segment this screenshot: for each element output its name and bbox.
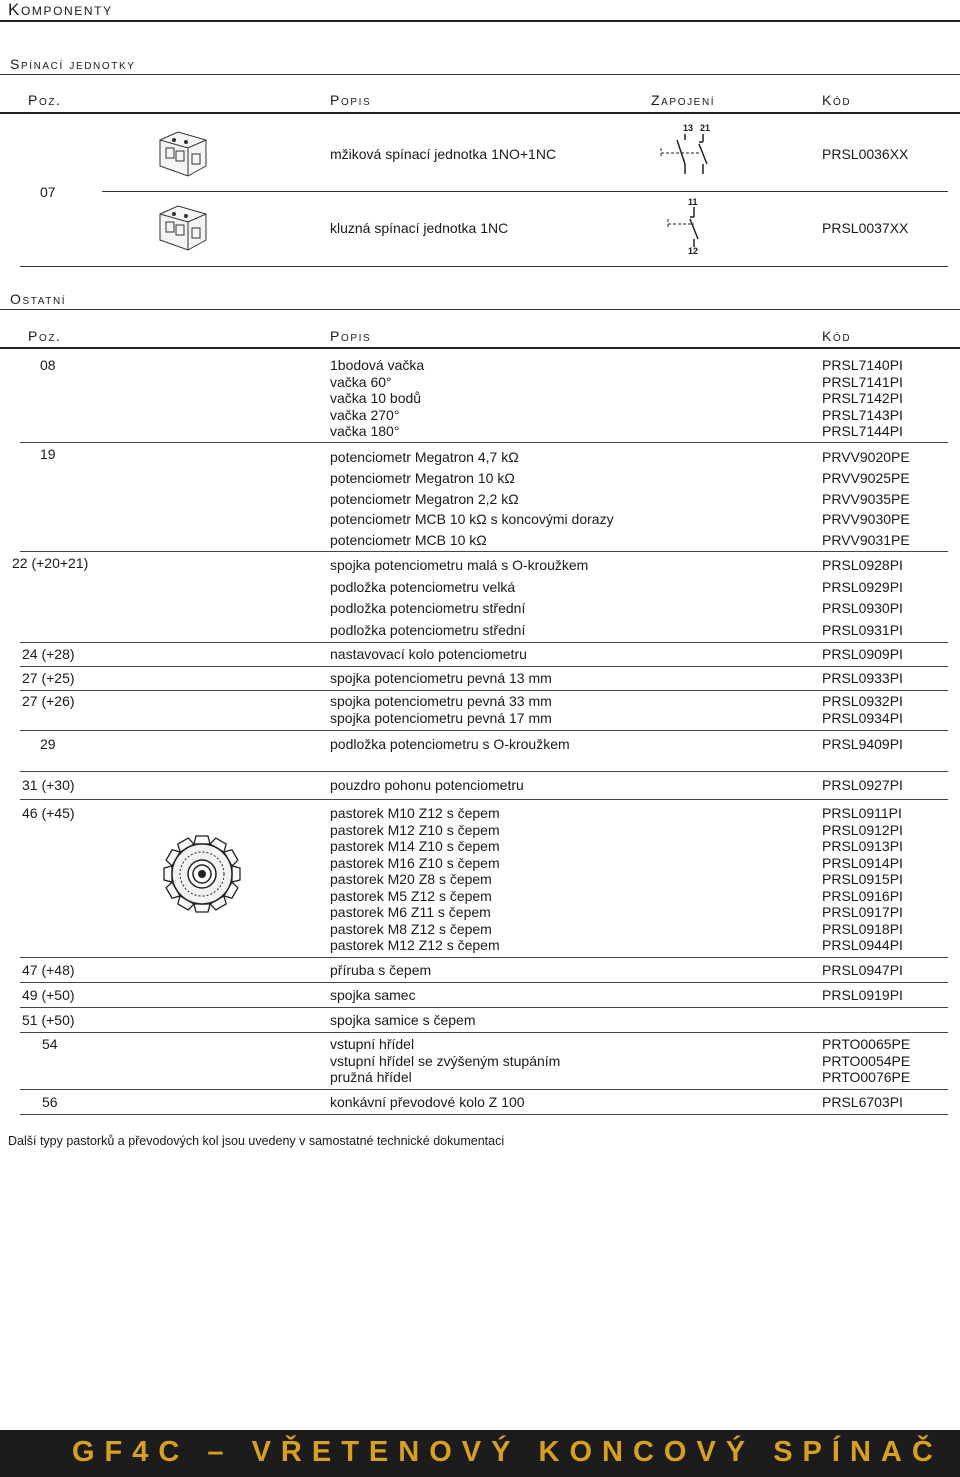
item-code: PRSL7142PI [822, 390, 903, 406]
wiring-label: 21 [700, 123, 711, 133]
item-description: pastorek M16 Z10 s čepem [330, 854, 500, 871]
item-code-list [822, 555, 903, 642]
item-code: PRSL0934PI [822, 709, 903, 726]
item-code: PRSL0928PI [822, 557, 903, 573]
item-code: PRSL9409PI [822, 736, 903, 752]
item-code: PRSL0914PI [822, 854, 903, 871]
item-code: PRSL0037XX [822, 220, 909, 236]
item-code: PRSL7143PI [822, 406, 903, 423]
header-divider [0, 347, 960, 349]
item-description-list [330, 693, 552, 726]
item-code-list [822, 1036, 910, 1086]
item-code: PRSL0911PI [822, 805, 902, 821]
row-divider [20, 442, 948, 443]
item-description: nastavovací kolo potenciometru [330, 646, 527, 662]
item-description: potenciometr MCB 10 kΩ [330, 532, 487, 549]
item-code: PRTO0065PE [822, 1036, 911, 1052]
item-description: pastorek M12 Z10 s čepem [330, 821, 500, 838]
item-code: PRSL0036XX [822, 146, 909, 162]
item-description: potenciometr MCB 10 kΩ s koncovými dorazy [330, 511, 614, 528]
row-divider [20, 266, 948, 267]
section-title-switch-units: Spínací jednotky [10, 56, 136, 72]
position-number: 49 (+50) [22, 987, 75, 1003]
item-description: pastorek M12 Z12 s čepem [330, 937, 500, 953]
item-description: podložka potenciometru střední [330, 622, 526, 639]
header-pos: Poz. [28, 92, 62, 108]
item-description: spojka potenciometru pevná 17 mm [330, 709, 552, 726]
item-description: konkávní převodové kolo Z 100 [330, 1094, 525, 1110]
position-number: 47 (+48) [22, 962, 75, 978]
row-divider [20, 666, 948, 667]
item-description: pastorek M20 Z8 s čepem [330, 871, 492, 887]
item-code: PRSL0909PI [822, 646, 903, 662]
item-code: PRTO0076PE [822, 1069, 911, 1085]
item-description: spojka potenciometru pevná 13 mm [330, 670, 552, 686]
item-code: PRVV9031PE [822, 532, 910, 549]
item-code: PRVV9035PE [822, 490, 910, 507]
item-description: vačka 10 bodů [330, 390, 422, 406]
row-divider [20, 982, 948, 983]
item-description: pastorek M6 Z11 s čepem [330, 904, 491, 920]
item-description: podložka potenciometru velká [330, 578, 516, 595]
section-divider [0, 309, 960, 310]
item-description: spojka potenciometru malá s O-kroužkem [330, 557, 589, 573]
item-code-list [822, 357, 903, 440]
item-code: PRSL0933PI [822, 670, 903, 686]
footnote: Další typy pastorků a převodových kol jsou uvedeny v samostatné technické dokumentaci [8, 1134, 505, 1148]
row-divider [20, 1114, 948, 1115]
row-divider [20, 1089, 948, 1090]
item-description: potenciometr Megatron 2,2 kΩ [330, 490, 519, 507]
pinion-gear-image [162, 830, 242, 916]
wiring-label: 12 [688, 246, 699, 256]
header-popis: Popis [330, 328, 372, 344]
row-divider [20, 957, 948, 958]
item-code: PRSL0930PI [822, 600, 903, 617]
row-divider [20, 551, 948, 552]
row-divider [102, 191, 948, 192]
position-number: 27 (+25) [22, 670, 75, 686]
item-description: pouzdro pohonu potenciometru [330, 777, 524, 793]
position-number: 51 (+50) [22, 1012, 75, 1028]
header-zapojeni: Zapojení [651, 92, 716, 108]
row-divider [20, 771, 948, 772]
wiring-label: 11 [688, 197, 698, 207]
position-number: 07 [40, 184, 56, 200]
item-description: příruba s čepem [330, 962, 432, 978]
item-description: pastorek M14 Z10 s čepem [330, 838, 500, 854]
header-kod: Kód [822, 92, 852, 108]
footer-title: GF4C – VŘETENOVÝ KONCOVÝ SPÍNAČ [72, 1436, 943, 1468]
item-description: podložka potenciometru s O-kroužkem [330, 736, 570, 752]
item-description: mžiková spínací jednotka 1NO+1NC [330, 146, 557, 162]
item-code: PRSL0917PI [822, 904, 903, 920]
item-code: PRVV9030PE [822, 511, 910, 528]
section-divider [0, 74, 960, 75]
row-divider [20, 730, 948, 731]
item-description-list [330, 447, 614, 551]
item-description: pastorek M8 Z12 s čepem [330, 920, 492, 937]
item-description: vačka 180° [330, 423, 400, 439]
item-code: PRSL0929PI [822, 578, 903, 595]
item-code-list [822, 805, 903, 954]
page-title: Komponenty [8, 0, 113, 19]
item-description: vačka 60° [330, 373, 392, 390]
position-number: 46 (+45) [22, 805, 75, 821]
position-number: 08 [40, 357, 56, 373]
position-number: 27 (+26) [22, 693, 75, 709]
item-code: PRVV9025PE [822, 469, 910, 486]
header-kod: Kód [822, 328, 852, 344]
item-description: pastorek M10 Z12 s čepem [330, 805, 500, 821]
item-code: PRSL0947PI [822, 962, 903, 978]
item-description: spojka potenciometru pevná 33 mm [330, 693, 552, 709]
row-divider [20, 642, 948, 643]
item-code: PRSL0912PI [822, 821, 903, 838]
header-pos: Poz. [28, 328, 62, 344]
item-code: PRSL0918PI [822, 920, 903, 937]
item-code: PRTO0054PE [822, 1052, 911, 1069]
item-code: PRSL0931PI [822, 622, 903, 639]
item-code: PRSL0915PI [822, 871, 903, 887]
item-code: PRSL6703PI [822, 1094, 903, 1110]
item-description: vstupní hřídel se zvýšeným stupáním [330, 1052, 561, 1069]
item-description: spojka samec [330, 987, 416, 1003]
wiring-diagram-nc [662, 207, 712, 247]
row-divider [20, 1032, 948, 1033]
item-description: vstupní hřídel [330, 1036, 415, 1052]
item-code: PRSL7141PI [822, 373, 903, 390]
header-popis: Popis [330, 92, 372, 108]
item-code: PRSL7140PI [822, 357, 903, 373]
item-code: PRSL0944PI [822, 937, 903, 953]
switch-unit-image [156, 204, 212, 252]
item-code: PRSL0916PI [822, 887, 903, 904]
item-code: PRSL0927PI [822, 777, 903, 793]
position-number: 31 (+30) [22, 777, 75, 793]
item-description: vačka 270° [330, 406, 400, 423]
item-code: PRSL0919PI [822, 987, 903, 1003]
position-number: 19 [40, 446, 56, 462]
item-description: potenciometr Megatron 10 kΩ [330, 469, 515, 486]
item-code-list [822, 447, 910, 551]
item-code-list [822, 693, 903, 726]
wiring-diagram-no-nc [655, 134, 715, 176]
position-number: 24 (+28) [22, 646, 75, 662]
header-divider [0, 112, 960, 114]
item-code: PRSL7144PI [822, 423, 903, 439]
position-number: 22 (+20+21) [12, 555, 89, 571]
position-number: 56 [42, 1094, 58, 1110]
title-divider [0, 20, 960, 22]
position-number: 29 [40, 736, 56, 752]
item-description: spojka samice s čepem [330, 1012, 476, 1028]
item-code: PRSL0913PI [822, 838, 903, 854]
row-divider [20, 799, 948, 800]
item-description: pastorek M5 Z12 s čepem [330, 887, 492, 904]
section-title-other: Ostatní [10, 291, 67, 307]
wiring-label: 13 [683, 123, 694, 133]
item-description: 1bodová vačka [330, 357, 425, 373]
row-divider [20, 1007, 948, 1008]
item-description-list [330, 805, 500, 954]
item-description-list [330, 1036, 560, 1086]
position-number: 54 [42, 1036, 58, 1052]
item-code: PRVV9020PE [822, 449, 910, 465]
item-description: podložka potenciometru střední [330, 600, 526, 617]
switch-unit-image [156, 130, 212, 178]
item-description-list [330, 555, 588, 642]
item-code: PRSL0932PI [822, 693, 903, 709]
item-description: kluzná spínací jednotka 1NC [330, 220, 509, 236]
item-description: pružná hřídel [330, 1069, 412, 1085]
row-divider [20, 690, 948, 691]
item-description-list [330, 357, 424, 440]
item-description: potenciometr Megatron 4,7 kΩ [330, 449, 519, 465]
